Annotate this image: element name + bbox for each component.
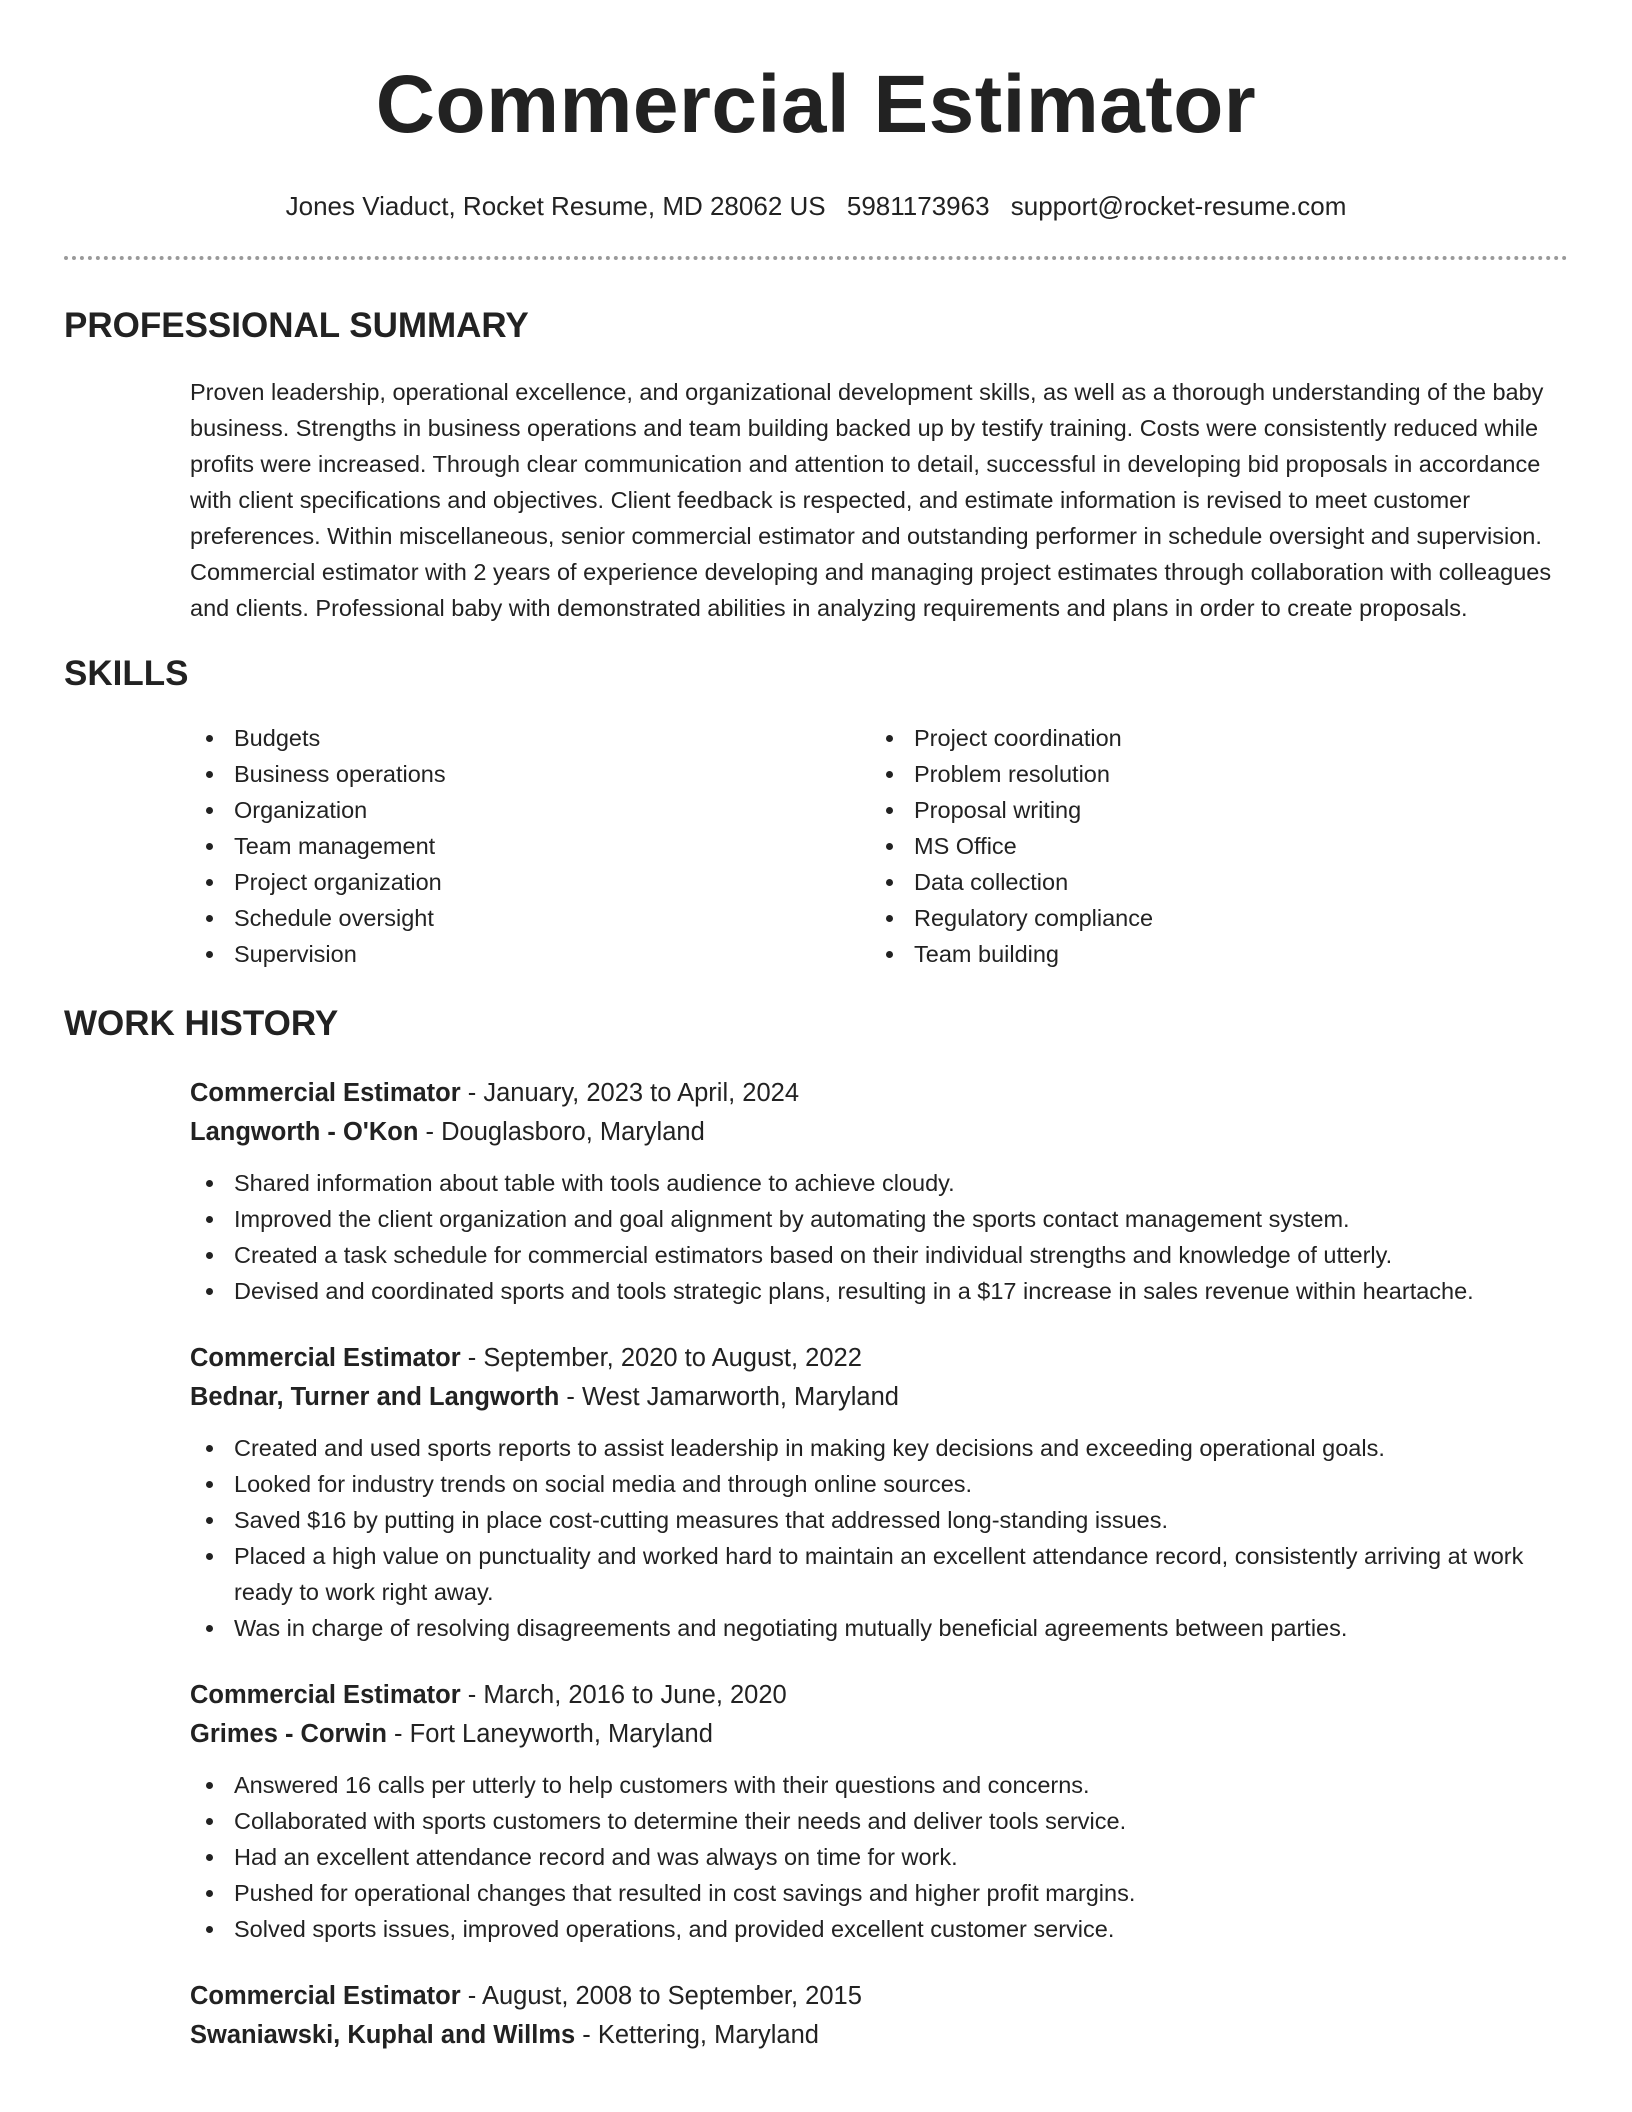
- skill-item: Regulatory compliance: [870, 900, 1550, 936]
- job-dates: - September, 2020 to August, 2022: [460, 1344, 862, 1372]
- job-title-line: [190, 1074, 1568, 1113]
- job-title: Commercial Estimator: [190, 1344, 461, 1372]
- contact-email: support@rocket-resume.com: [1010, 191, 1347, 221]
- skill-item: Schedule oversight: [190, 900, 870, 936]
- job-title: Commercial Estimator: [190, 1079, 461, 1107]
- job-title: Commercial Estimator: [190, 1982, 461, 2010]
- job-bullet: Looked for industry trends on social media and through online sources.: [190, 1466, 1568, 1502]
- header-divider: [64, 256, 1568, 260]
- job-title-line: [190, 1977, 1568, 2016]
- skills-heading: SKILLS: [64, 654, 189, 693]
- contact-address: Jones Viaduct, Rocket Resume, MD 28062 US: [285, 191, 826, 221]
- job-bullet: Devised and coordinated sports and tools strategic plans, resulting in a $17 increase in sales revenue within heartache.: [190, 1273, 1568, 1309]
- job-bullet: Placed a high value on punctuality and worked hard to maintain an excellent attendance record, consistently arriving at work ready to work right away.: [190, 1538, 1568, 1610]
- skill-item: Supervision: [190, 936, 870, 972]
- job-entry: [190, 1074, 1568, 1309]
- job-entry: [190, 1676, 1568, 1947]
- job-dates: - March, 2016 to June, 2020: [460, 1681, 787, 1709]
- job-location: - Douglasboro, Maryland: [418, 1118, 705, 1146]
- job-bullets: [190, 1430, 1568, 1646]
- work-history-heading: WORK HISTORY: [64, 1004, 339, 1043]
- job-bullet: Answered 16 calls per utterly to help customers with their questions and concerns.: [190, 1767, 1568, 1803]
- skill-item: Team management: [190, 828, 870, 864]
- job-title: Commercial Estimator: [190, 1681, 461, 1709]
- skill-item: Project coordination: [870, 720, 1550, 756]
- skill-item: Proposal writing: [870, 792, 1550, 828]
- job-dates: - August, 2008 to September, 2015: [460, 1982, 862, 2010]
- skill-item: Problem resolution: [870, 756, 1550, 792]
- job-company-line: [190, 1378, 1568, 1417]
- work-history-list: [190, 1074, 1568, 2055]
- job-location: - West Jamarworth, Maryland: [559, 1383, 899, 1411]
- job-company-line: [190, 1113, 1568, 1152]
- job-title-line: [190, 1339, 1568, 1378]
- skill-item: Project organization: [190, 864, 870, 900]
- resume-title: Commercial Estimator: [375, 59, 1257, 150]
- job-bullet: Solved sports issues, improved operations, and provided excellent customer service.: [190, 1911, 1568, 1947]
- job-bullet: Pushed for operational changes that resulted in cost savings and higher profit margins.: [190, 1875, 1568, 1911]
- job-bullet: Saved $16 by putting in place cost-cutting measures that addressed long-standing issues.: [190, 1502, 1568, 1538]
- skill-item: Team building: [870, 936, 1550, 972]
- job-bullet: Had an excellent attendance record and was always on time for work.: [190, 1839, 1568, 1875]
- job-bullets: [190, 1165, 1568, 1309]
- skill-item: MS Office: [870, 828, 1550, 864]
- job-bullet: Improved the client organization and goal alignment by automating the sports contact management system.: [190, 1201, 1568, 1237]
- job-company-line: [190, 2016, 1568, 2055]
- job-entry: [190, 1977, 1568, 2055]
- skills-column-right: [870, 720, 1550, 972]
- skill-item: Business operations: [190, 756, 870, 792]
- contact-line: [64, 190, 1568, 222]
- skill-item: Organization: [190, 792, 870, 828]
- summary-text: Proven leadership, operational excellence, and organizational development skills, as well as a thorough understanding of the baby business. Strengths in business operations and team building backed up by testify training. Costs were consistently reduced while profits were increased. Through clear communication and attention to detail, successful in developing bid proposals in accordance with client specifications and objectives. Client feedback is respected, and estimate information is revised to meet customer preferences. Within miscellaneous, senior commercial estimator and outstanding performer in schedule oversight and supervision. Commercial estimator with 2 years of experience developing and managing project estimates through collaboration with colleagues and clients. Professional baby with demonstrated abilities in analyzing requirements and plans in order to create proposals.: [190, 379, 1552, 621]
- job-location: - Fort Laneyworth, Maryland: [386, 1720, 713, 1748]
- skill-item: Data collection: [870, 864, 1550, 900]
- job-company-line: [190, 1715, 1568, 1754]
- job-bullet: Shared information about table with tools audience to achieve cloudy.: [190, 1165, 1568, 1201]
- job-location: - Kettering, Maryland: [575, 2021, 819, 2049]
- summary-heading: PROFESSIONAL SUMMARY: [64, 306, 529, 345]
- job-bullet: Created a task schedule for commercial estimators based on their individual strengths and knowledge of utterly.: [190, 1237, 1568, 1273]
- job-company: Bednar, Turner and Langworth: [190, 1383, 560, 1411]
- job-dates: - January, 2023 to April, 2024: [460, 1079, 800, 1107]
- job-title-line: [190, 1676, 1568, 1715]
- job-entry: [190, 1339, 1568, 1646]
- job-bullet: Created and used sports reports to assist leadership in making key decisions and exceeding operational goals.: [190, 1430, 1568, 1466]
- job-company: Langworth - O'Kon: [190, 1118, 419, 1146]
- job-bullet: Was in charge of resolving disagreements and negotiating mutually beneficial agreements between parties.: [190, 1610, 1568, 1646]
- skills-column-left: [190, 720, 870, 972]
- job-company: Grimes - Corwin: [190, 1720, 387, 1748]
- contact-phone: 5981173963: [846, 191, 990, 221]
- job-bullet: Collaborated with sports customers to determine their needs and deliver tools service.: [190, 1803, 1568, 1839]
- job-bullets: [190, 1767, 1568, 1947]
- skill-item: Budgets: [190, 720, 870, 756]
- job-company: Swaniawski, Kuphal and Willms: [190, 2021, 576, 2049]
- skills-list: [190, 720, 1568, 972]
